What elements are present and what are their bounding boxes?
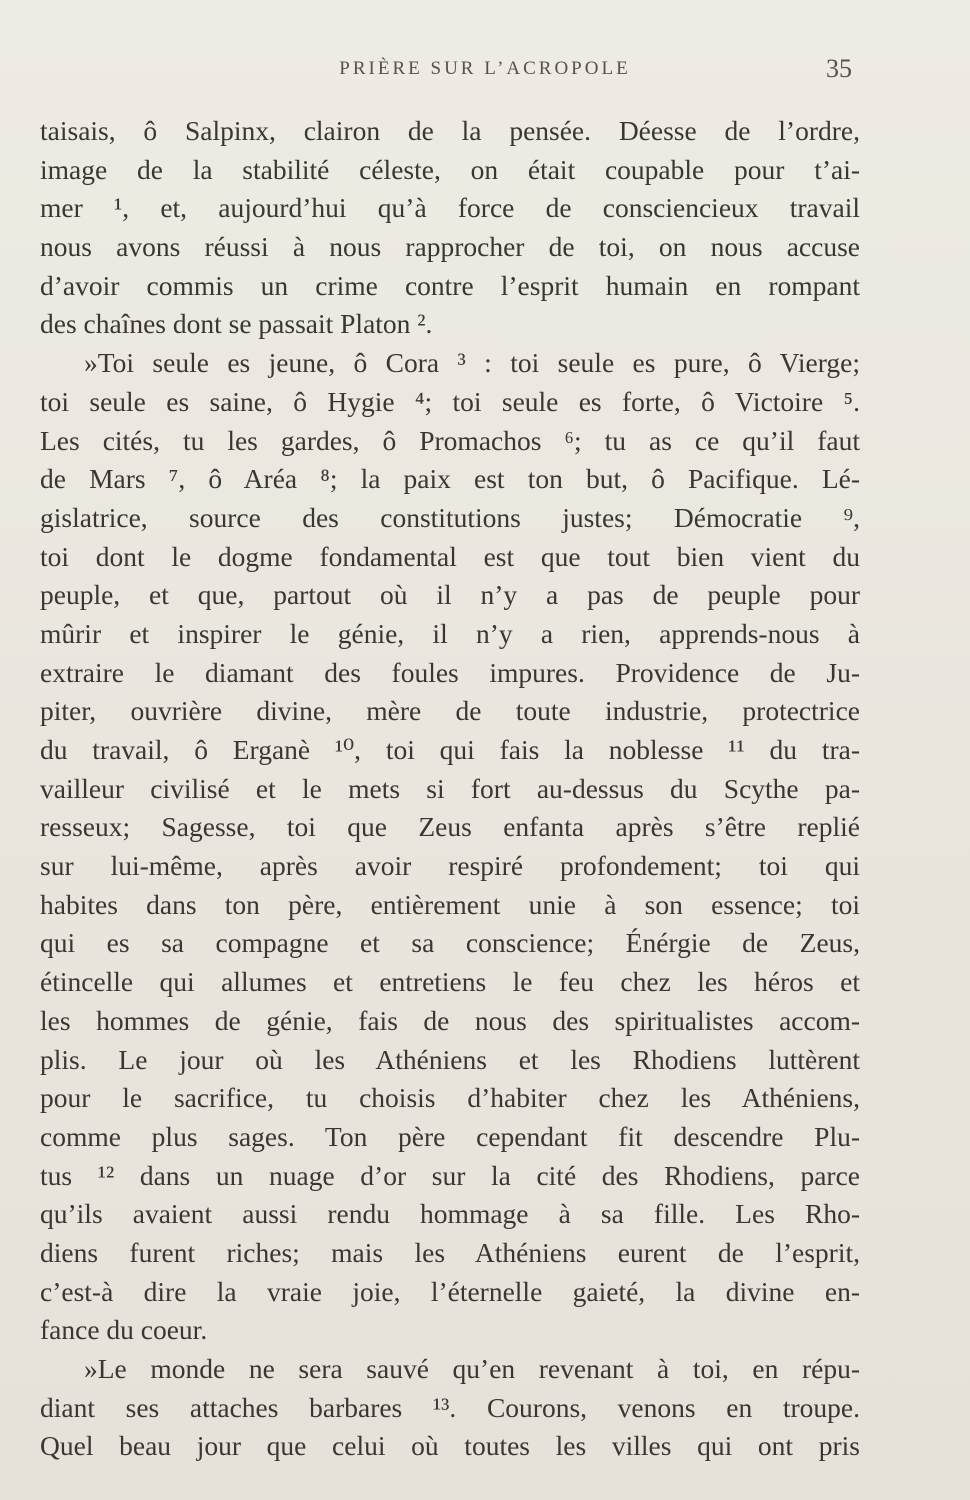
text-line: du travail, ô Erganè ¹⁰, toi qui fais la noblesse ¹¹ du tra- xyxy=(40,734,860,765)
text-line: toi dont le dogme fondamental est que tout bien vient du xyxy=(40,540,860,572)
text-line: comme plus sages. Ton père cependant fit descendre Plu- xyxy=(40,1120,860,1152)
text-line: des chaînes dont se passait Platon ². xyxy=(40,308,433,340)
text-line: toi seule es saine, ô Hygie ⁴; toi seule es forte, ô Victoire ⁵. xyxy=(40,385,860,417)
running-title: PRIÈRE SUR L’ACROPOLE xyxy=(339,58,631,79)
text-line: qui es sa compagne et sa conscience; Énérgie de Zeus, xyxy=(40,927,860,959)
page-number: 35 xyxy=(826,54,852,83)
text-line: pour le sacrifice, tu choisis d’habiter chez les Athéniens, xyxy=(40,1082,860,1114)
text-line: c’est-à dire la vraie joie, l’éternelle gaieté, la divine en- xyxy=(40,1275,860,1307)
text-line: Quel beau jour que celui où toutes les villes qui ont pris xyxy=(40,1430,860,1462)
running-head xyxy=(0,54,970,88)
text-line: image de la stabilité céleste, on était coupable pour t’ai- xyxy=(40,153,860,185)
text-line: sur lui-même, après avoir respiré profondement; toi qui xyxy=(40,850,860,882)
text-line: vailleur civilisé et le mets si fort au-dessus du Scythe pa- xyxy=(40,772,860,804)
text-line: plis. Le jour où les Athéniens et les Rhodiens luttèrent xyxy=(40,1043,860,1075)
text-line: »Le monde ne sera sauvé qu’en revenant à toi, en répu- xyxy=(84,1353,860,1384)
text-line: fance du coeur. xyxy=(40,1314,208,1346)
text-line: peuple, et que, partout où il n’y a pas de peuple pour xyxy=(40,579,860,611)
text-line: taisais, ô Salpinx, clairon de la pensée. Déesse de l’ordre, xyxy=(40,115,860,146)
text-line: Les cités, tu les gardes, ô Promachos ⁶; tu as ce qu’il faut xyxy=(40,424,860,456)
text-line: resseux; Sagesse, toi que Zeus enfanta après s’être replié xyxy=(40,811,860,843)
text-line: tus ¹² dans un nuage d’or sur la cité des Rhodiens, parce xyxy=(40,1159,860,1191)
text-line: diant ses attaches barbares ¹³. Courons, venons en troupe. xyxy=(40,1391,860,1423)
body-text xyxy=(40,112,860,1466)
text-line: étincelle qui allumes et entretiens le feu chez les héros et xyxy=(40,966,860,998)
text-line: »Toi seule es jeune, ô Cora ³ : toi seule es pure, ô Vierge; xyxy=(84,347,860,379)
text-line: mer ¹, et, aujourd’hui qu’à force de consciencieux travail xyxy=(40,192,860,224)
text-line: mûrir et inspirer le génie, il n’y a rien, apprends-nous à xyxy=(40,617,860,649)
text-line: d’avoir commis un crime contre l’esprit humain en rompant xyxy=(40,269,860,301)
text-line: nous avons réussi à nous rapprocher de toi, on nous accuse xyxy=(40,231,860,263)
text-line: piter, ouvrière divine, mère de toute industrie, protectrice xyxy=(40,695,860,727)
text-line: gislatrice, source des constitutions justes; Démocratie ⁹, xyxy=(40,501,860,533)
text-line: qu’ils avaient aussi rendu hommage à sa fille. Les Rho- xyxy=(40,1198,860,1230)
text-line: diens furent riches; mais les Athéniens eurent de l’esprit, xyxy=(40,1236,860,1268)
text-line: extraire le diamant des foules impures. Providence de Ju- xyxy=(40,656,860,688)
text-line: les hommes de génie, fais de nous des spiritualistes accom- xyxy=(40,1004,860,1036)
text-line: habites dans ton père, entièrement unie à son essence; toi xyxy=(40,888,860,920)
text-line: de Mars ⁷, ô Aréa ⁸; la paix est ton but, ô Pacifique. Lé- xyxy=(40,463,860,495)
